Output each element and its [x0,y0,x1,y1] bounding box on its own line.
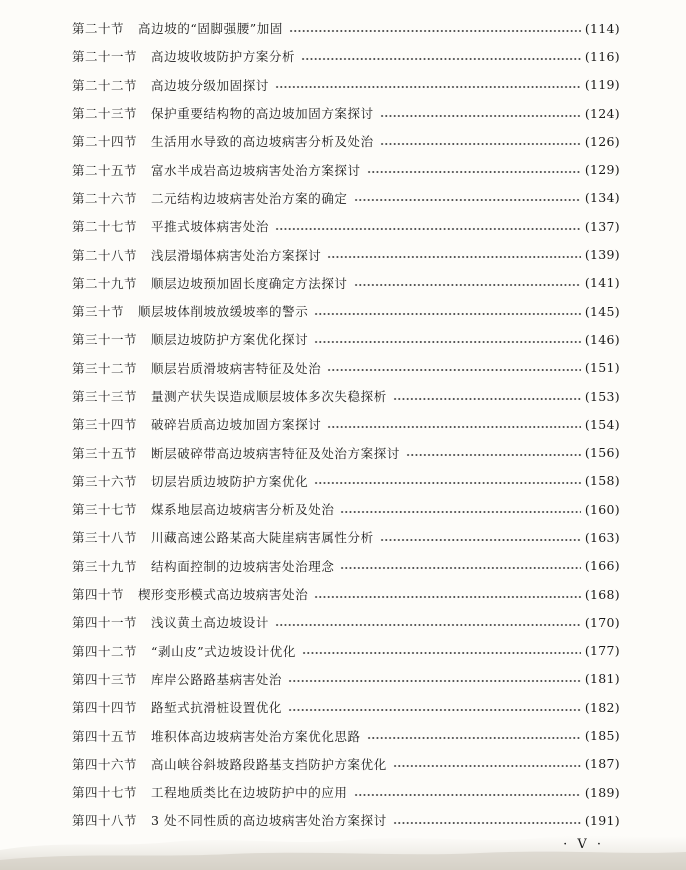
toc-leader-dots [302,652,581,654]
toc-page-number: (187) [584,756,620,772]
toc-section-number: 第四十七节 [72,785,138,801]
toc-leader-dots [275,228,581,230]
toc-entry[interactable] [72,410,620,438]
page-number: · V · [563,837,604,852]
toc-section-number: 第二十九节 [72,275,138,291]
toc-page-number: (181) [584,671,620,687]
toc-leader-dots [354,199,581,201]
toc-section-number: 第三十六节 [72,473,138,489]
toc-section-number: 第四十八节 [72,813,138,829]
toc-leader-dots [380,143,581,145]
toc-entry[interactable] [72,212,620,240]
toc-leader-dots [314,482,581,484]
toc-page-number: (114) [584,20,620,36]
toc-section-number: 第二十五节 [72,162,138,178]
toc-section-number: 第四十四节 [72,700,138,716]
toc-page-number: (160) [584,501,620,517]
toc-section-number: 第二十七节 [72,219,138,235]
toc-section-title: 堆积体高边坡病害处治方案优化思路 [151,728,361,744]
toc-leader-dots [406,454,581,456]
toc-leader-dots [314,596,581,598]
toc-section-number: 第四十六节 [72,756,138,772]
toc-section-title: 二元结构边坡病害处治方案的确定 [151,190,348,206]
toc-entry[interactable] [72,42,620,70]
toc-section-title: 量测产状失误造成顺层坡体多次失稳探析 [151,389,387,404]
toc-leader-dots [327,426,581,428]
toc-section-title: 切层岩质边坡防护方案优化 [151,473,309,489]
toc-entry[interactable] [72,637,620,665]
toc-leader-dots [288,680,581,682]
toc-page-number: (182) [584,699,620,715]
toc-entry[interactable] [72,608,620,636]
toc-leader-dots [340,511,580,513]
toc-section-number: 第二十二节 [72,77,138,93]
toc-entry[interactable] [72,71,620,99]
toc-section-title: 富水半成岩高边坡病害处治方案探讨 [151,162,361,178]
toc-leader-dots [367,737,581,739]
toc-section-title: “剥山皮”式边坡设计优化 [151,643,296,659]
toc-section-title: 库岸公路路基病害处治 [151,671,283,687]
toc-section-number: 第二十节 [72,21,125,37]
toc-section-number: 第三十二节 [72,360,138,376]
toc-entry[interactable] [72,99,620,127]
toc-page-number: (158) [584,473,620,489]
toc-section-number: 第三十三节 [72,389,138,404]
toc-entry[interactable] [72,155,620,183]
toc-section-number: 第三十五节 [72,445,138,461]
toc-leader-dots [314,313,581,315]
toc-entry[interactable] [72,354,620,382]
toc-section-number: 第二十六节 [72,190,138,206]
toc-section-title: 楔形变形模式高边坡病害处治 [138,587,309,603]
toc-entry[interactable] [72,721,620,749]
toc-section-number: 第四十二节 [72,643,138,659]
footer-decoration [0,810,686,870]
toc-page-number: (153) [584,388,620,404]
toc-leader-dots [327,369,581,371]
toc-section-number: 第三十九节 [72,558,138,574]
toc-section-title: 结构面控制的边坡病害处治理念 [151,558,335,574]
toc-leader-dots [275,86,581,88]
toc-page-number: (166) [584,558,620,574]
toc-section-title: 顺层边坡预加固长度确定方法探讨 [151,275,348,291]
toc-leader-dots [275,624,581,626]
toc-entry[interactable] [72,665,620,693]
toc-page-number: (168) [584,586,620,602]
toc-section-title: 工程地质类比在边坡防护中的应用 [151,785,348,801]
toc-section-title: 顺层岩质滑坡病害特征及处治 [151,360,322,376]
toc-section-title: 3 处不同性质的高边坡病害处治方案探讨 [151,813,387,829]
toc-section-number: 第四十节 [72,587,125,603]
toc-section-title: 路堑式抗滑桩设置优化 [151,700,283,716]
toc-page-number: (145) [584,303,620,319]
toc-page-number: (119) [584,77,620,93]
toc-page-number: (124) [584,105,620,121]
toc-section-number: 第二十三节 [72,106,138,122]
toc-entry[interactable] [72,240,620,268]
toc-section-title: 破碎岩质高边坡加固方案探讨 [151,417,322,433]
toc-section-title: 断层破碎带高边坡病害特征及处治方案探讨 [151,445,400,461]
toc-leader-dots [354,284,581,286]
toc-section-title: 高边坡收坡防护方案分析 [151,49,296,65]
toc-page-number: (185) [584,728,620,744]
toc-page-number: (126) [584,133,620,149]
toc-entry[interactable] [72,325,620,353]
toc-leader-dots [288,709,581,711]
toc-section-title: 浅议黄土高边坡设计 [151,615,269,631]
toc-section-title: 顺层边坡防护方案优化探讨 [151,332,309,348]
toc-leader-dots [393,765,581,767]
toc-page-number: (116) [584,48,620,64]
toc-leader-dots [380,539,581,541]
toc-entry[interactable] [72,297,620,325]
toc-page-number: (137) [584,218,620,234]
toc-leader-dots [380,115,581,117]
toc-page-number: (191) [584,812,620,828]
toc-section-title: 浅层滑塌体病害处治方案探讨 [151,247,322,263]
toc-section-number: 第四十一节 [72,615,138,631]
toc-section-number: 第二十八节 [72,247,138,263]
toc-section-number: 第二十四节 [72,134,138,150]
toc-entry[interactable] [72,467,620,495]
toc-entry[interactable] [72,750,620,778]
toc-section-title: 高边坡的“固脚强腰”加固 [138,21,283,37]
toc-page-number: (156) [584,445,620,461]
toc-entry[interactable] [72,523,620,551]
toc-entry[interactable] [72,552,620,580]
toc-entry[interactable] [72,382,620,410]
toc-page-number: (170) [584,614,620,630]
toc-leader-dots [314,341,581,343]
toc-entry[interactable] [72,495,620,523]
toc-section-number: 第三十四节 [72,417,138,433]
toc-page-number: (163) [584,529,620,545]
toc-section-title: 生活用水导致的高边坡病害分析及处治 [151,134,374,150]
toc-section-title: 顺层坡体削坡放缓坡率的警示 [138,304,309,320]
toc-leader-dots [289,30,581,32]
toc-section-number: 第三十八节 [72,530,138,546]
toc-section-number: 第三十节 [72,304,125,320]
toc-entry[interactable] [72,269,620,297]
toc-entry[interactable] [72,438,620,466]
toc-section-title: 高山峡谷斜坡路段路基支挡防护方案优化 [151,756,387,772]
toc-leader-dots [340,567,580,569]
toc-section-number: 第二十一节 [72,49,138,65]
table-of-contents [72,14,620,835]
toc-leader-dots [327,256,581,258]
toc-page-number: (177) [584,643,620,659]
toc-section-number: 第四十三节 [72,671,138,687]
toc-section-title: 平推式坡体病害处治 [151,219,269,235]
toc-page-number: (139) [584,247,620,263]
toc-page-number: (134) [584,190,620,206]
toc-entry[interactable] [72,14,620,42]
toc-page-number: (154) [584,416,620,432]
toc-entry[interactable] [72,127,620,155]
toc-page-number: (141) [584,275,620,291]
toc-section-title: 煤系地层高边坡病害分析及处治 [151,502,335,518]
toc-leader-dots [367,171,581,173]
toc-page-number: (146) [584,331,620,347]
toc-leader-dots [354,794,581,796]
toc-leader-dots [301,58,581,60]
toc-section-title: 保护重要结构物的高边坡加固方案探讨 [151,106,374,122]
toc-entry[interactable] [72,580,620,608]
toc-page-number: (151) [584,360,620,376]
toc-entry[interactable] [72,184,620,212]
toc-page-number: (189) [584,784,620,800]
toc-section-number: 第三十一节 [72,332,138,348]
toc-section-title: 川藏高速公路某高大陡崖病害属性分析 [151,530,374,546]
toc-section-number: 第三十七节 [72,502,138,518]
toc-page-number: (129) [584,162,620,178]
toc-leader-dots [393,398,581,400]
toc-section-number: 第四十五节 [72,728,138,744]
toc-entry[interactable] [72,693,620,721]
toc-entry[interactable] [72,778,620,806]
toc-section-title: 高边坡分级加固探讨 [151,77,269,93]
